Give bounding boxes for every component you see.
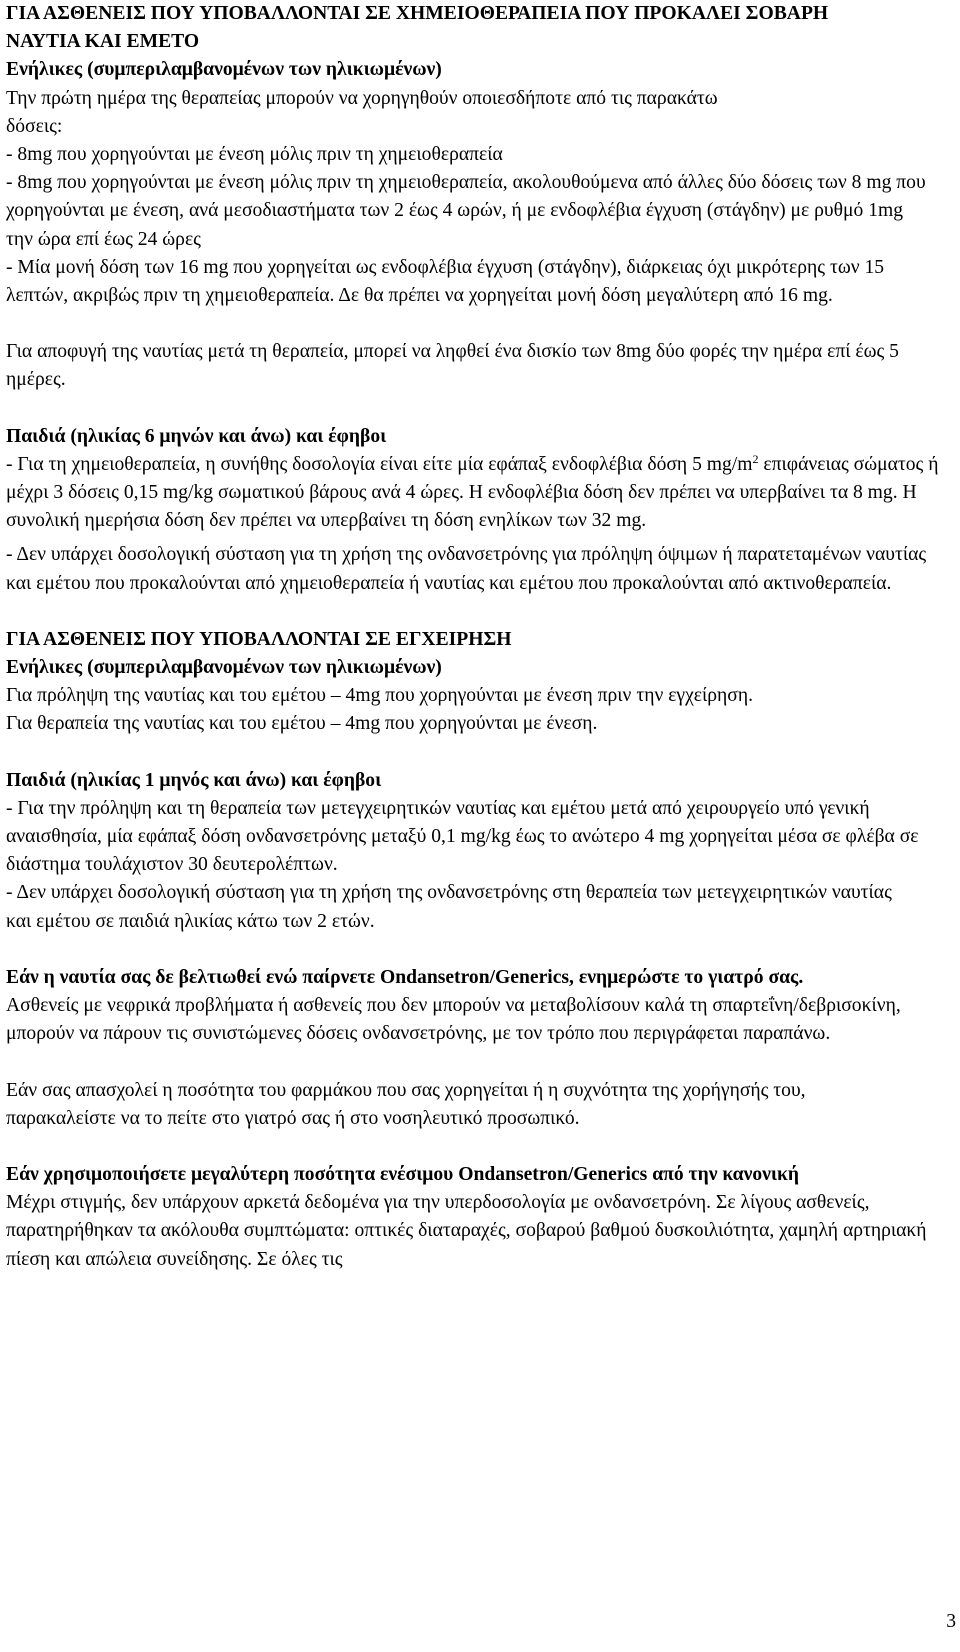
surgery-prevention: Για πρόληψη της ναυτίας και του εμέτου – 4mg που χορηγούνται με ένεση πριν την εγχείρηση. <box>6 685 754 707</box>
surgery-treatment: Για θεραπεία της ναυτίας και του εμέτου – 4mg που χορηγούνται με ένεση. <box>6 713 598 735</box>
surgery-children-no-recommendation: - Δεν υπάρχει δοσολογική σύσταση για τη χρήση της ονδανσετρόνης στη θεραπεία των μετεγχειρητικών ναυτίας και εμέτου σε παιδιά ηλικίας κάτω των 2 ετών. <box>6 882 892 932</box>
surgery-heading: ΓΙΑ ΑΣΘΕΝΕΙΣ ΠΟΥ ΥΠΟΒΑΛΛΟΝΤΑΙ ΣΕ ΕΓΧΕΙΡΗΣΗ <box>6 628 512 650</box>
improve-text: Ασθενείς με νεφρικά προβλήματα ή ασθενείς που δεν μπορούν να μεταβολίσουν καλά τη σπαρτεΐνη/δεβρισοκίνη, μπορούν να πάρουν τις συνιστώμενες δόσεις ονδανσετρόνης, με τον τρόπο που περιγράφεται παραπάνω. <box>6 995 901 1045</box>
chemo-after-treatment: Για αποφυγή της ναυτίας μετά τη θεραπεία, μπορεί να ληφθεί ένα δισκίο των 8mg δύο φορές την ημέρα επί έως 5 ημέρες. <box>6 341 899 391</box>
overdose-heading: Εάν χρησιμοποιήσετε μεγαλύτερη ποσότητα ενέσιμου Ondansetron/Generics από την κανονική <box>6 1163 800 1185</box>
chemo-dose-1: - 8mg που χορηγούνται με ένεση μόλις πριν τη χημειοθεραπεία <box>6 144 503 166</box>
chemo-dose-3: - Μία μονή δόση των 16 mg που χορηγείται ως ενδοφλέβια έγχυση (στάγδην), διάρκειας όχι μικρότερης των 15 λεπτών, ακριβώς πριν τη χημειοθεραπεία. Δε θα πρέπει να χορηγείται μονή δόση μεγαλύτερη από 16 mg. <box>6 256 885 307</box>
surgery-adults-heading: Ενήλικες (συμπεριλαμβανομένων των ηλικιωμένων) <box>6 657 442 679</box>
surgery-children-heading: Παιδιά (ηλικίας 1 μηνός και άνω) και έφηβοι <box>6 769 382 791</box>
chemo-adults-heading: Ενήλικες (συμπεριλαμβανομένων των ηλικιωμένων) <box>6 59 442 81</box>
chemo-dose-2: - 8mg που χορηγούνται με ένεση μόλις πριν τη χημειοθεραπεία, ακολουθούμενα από άλλες δύο δόσεις των 8 mg που χορηγούνται με ένεση, ανά μεσοδιαστήματα των 2 έως 4 ωρών, ή με ενδοφλέβια έγχυση (στάγδην) με ρυθμό 1mg την ώρα επί έως 24 ώρες <box>6 172 926 250</box>
chemo-children-text-a: - Για τη χημειοθεραπεία, η συνήθης δοσολογία είναι είτε μία εφάπαξ ενδοφλέβια δόση 5 mg/m <box>6 453 753 475</box>
concern-text: Εάν σας απασχολεί η ποσότητα του φαρμάκου που σας χορηγείται ή η συχνότητα της χορήγησής του, παρακαλείστε να το πείτε στο γιατρό σας ή στο νοσηλευτικό προσωπικό. <box>6 1079 806 1129</box>
chemo-intro: Την πρώτη ημέρα της θεραπείας μπορούν να χορηγηθούν οποιεσδήποτε από τις παρακάτω δόσεις: <box>6 87 718 137</box>
chemo-heading: ΓΙΑ ΑΣΘΕΝΕΙΣ ΠΟΥ ΥΠΟΒΑΛΛΟΝΤΑΙ ΣΕ ΧΗΜΕΙΟΘΕΡΑΠΕΙΑ ΠΟΥ ΠΡΟΚΑΛΕΙ ΣΟΒΑΡΗ ΝΑΥΤΙΑ ΚΑΙ ΕΜΕΤΟ <box>6 3 829 53</box>
chemo-children-dosing <box>6 451 946 536</box>
chemo-children-no-recommendation: - Δεν υπάρχει δοσολογική σύσταση για τη χρήση της ονδανσετρόνης για πρόληψη όψιμων ή παρατεταμένων ναυτίας και εμέτου που προκαλούνται από χημειοθεραπεία ή ναυτίας και εμέτου που προκαλούνται από ακτινοθεραπεία. <box>6 544 927 594</box>
surgery-children-text: - Για την πρόληψη και τη θεραπεία των μετεγχειρητικών ναυτίας και εμέτου μετά από χειρουργείο υπό γενική αναισθησία, μία εφάπαξ δόση ονδανσετρόνης μεταξύ 0,1 mg/kg έως το ανώτερο 4 mg χορηγείται μέσα σε φλέβα σε διάστημα τουλάχιστον 30 δευτερολέπτων. <box>6 797 919 876</box>
chemo-children-superscript: 2 <box>752 451 759 466</box>
chemo-children-text-b: επιφάνειας σώματος ή μέχρι 3 δόσεις 0,15 mg/kg σωματικού βάρους ανά 4 ώρες. Η ενδοφλέβια δόση δεν πρέπει να υπερβαίνει τα 8 mg. Η συνολική ημερήσια δόση δεν πρέπει να υπερβαίνει τη δόση ενηλίκων των 32 mg. <box>6 453 939 532</box>
improve-heading: Εάν η ναυτία σας δε βελτιωθεί ενώ παίρνετε Ondansetron/Generics, ενημερώστε το γιατρό σας. <box>6 966 804 988</box>
overdose-text: Μέχρι στιγμής, δεν υπάρχουν αρκετά δεδομένα για την υπερδοσολογία με ονδανσετρόνη. Σε λίγους ασθενείς, παρατηρήθηκαν τα ακόλουθα συμπτώματα: οπτικές διαταραχές, σοβαρού βαθμού δυσκοιλιότητα, χαμηλή αρτηριακή πίεση και απώλεια συνείδησης. Σε όλες τις <box>6 1192 927 1270</box>
chemo-children-heading: Παιδιά (ηλικίας 6 μηνών και άνω) και έφηβοι <box>6 425 387 447</box>
page-number: 3 <box>946 1611 956 1632</box>
